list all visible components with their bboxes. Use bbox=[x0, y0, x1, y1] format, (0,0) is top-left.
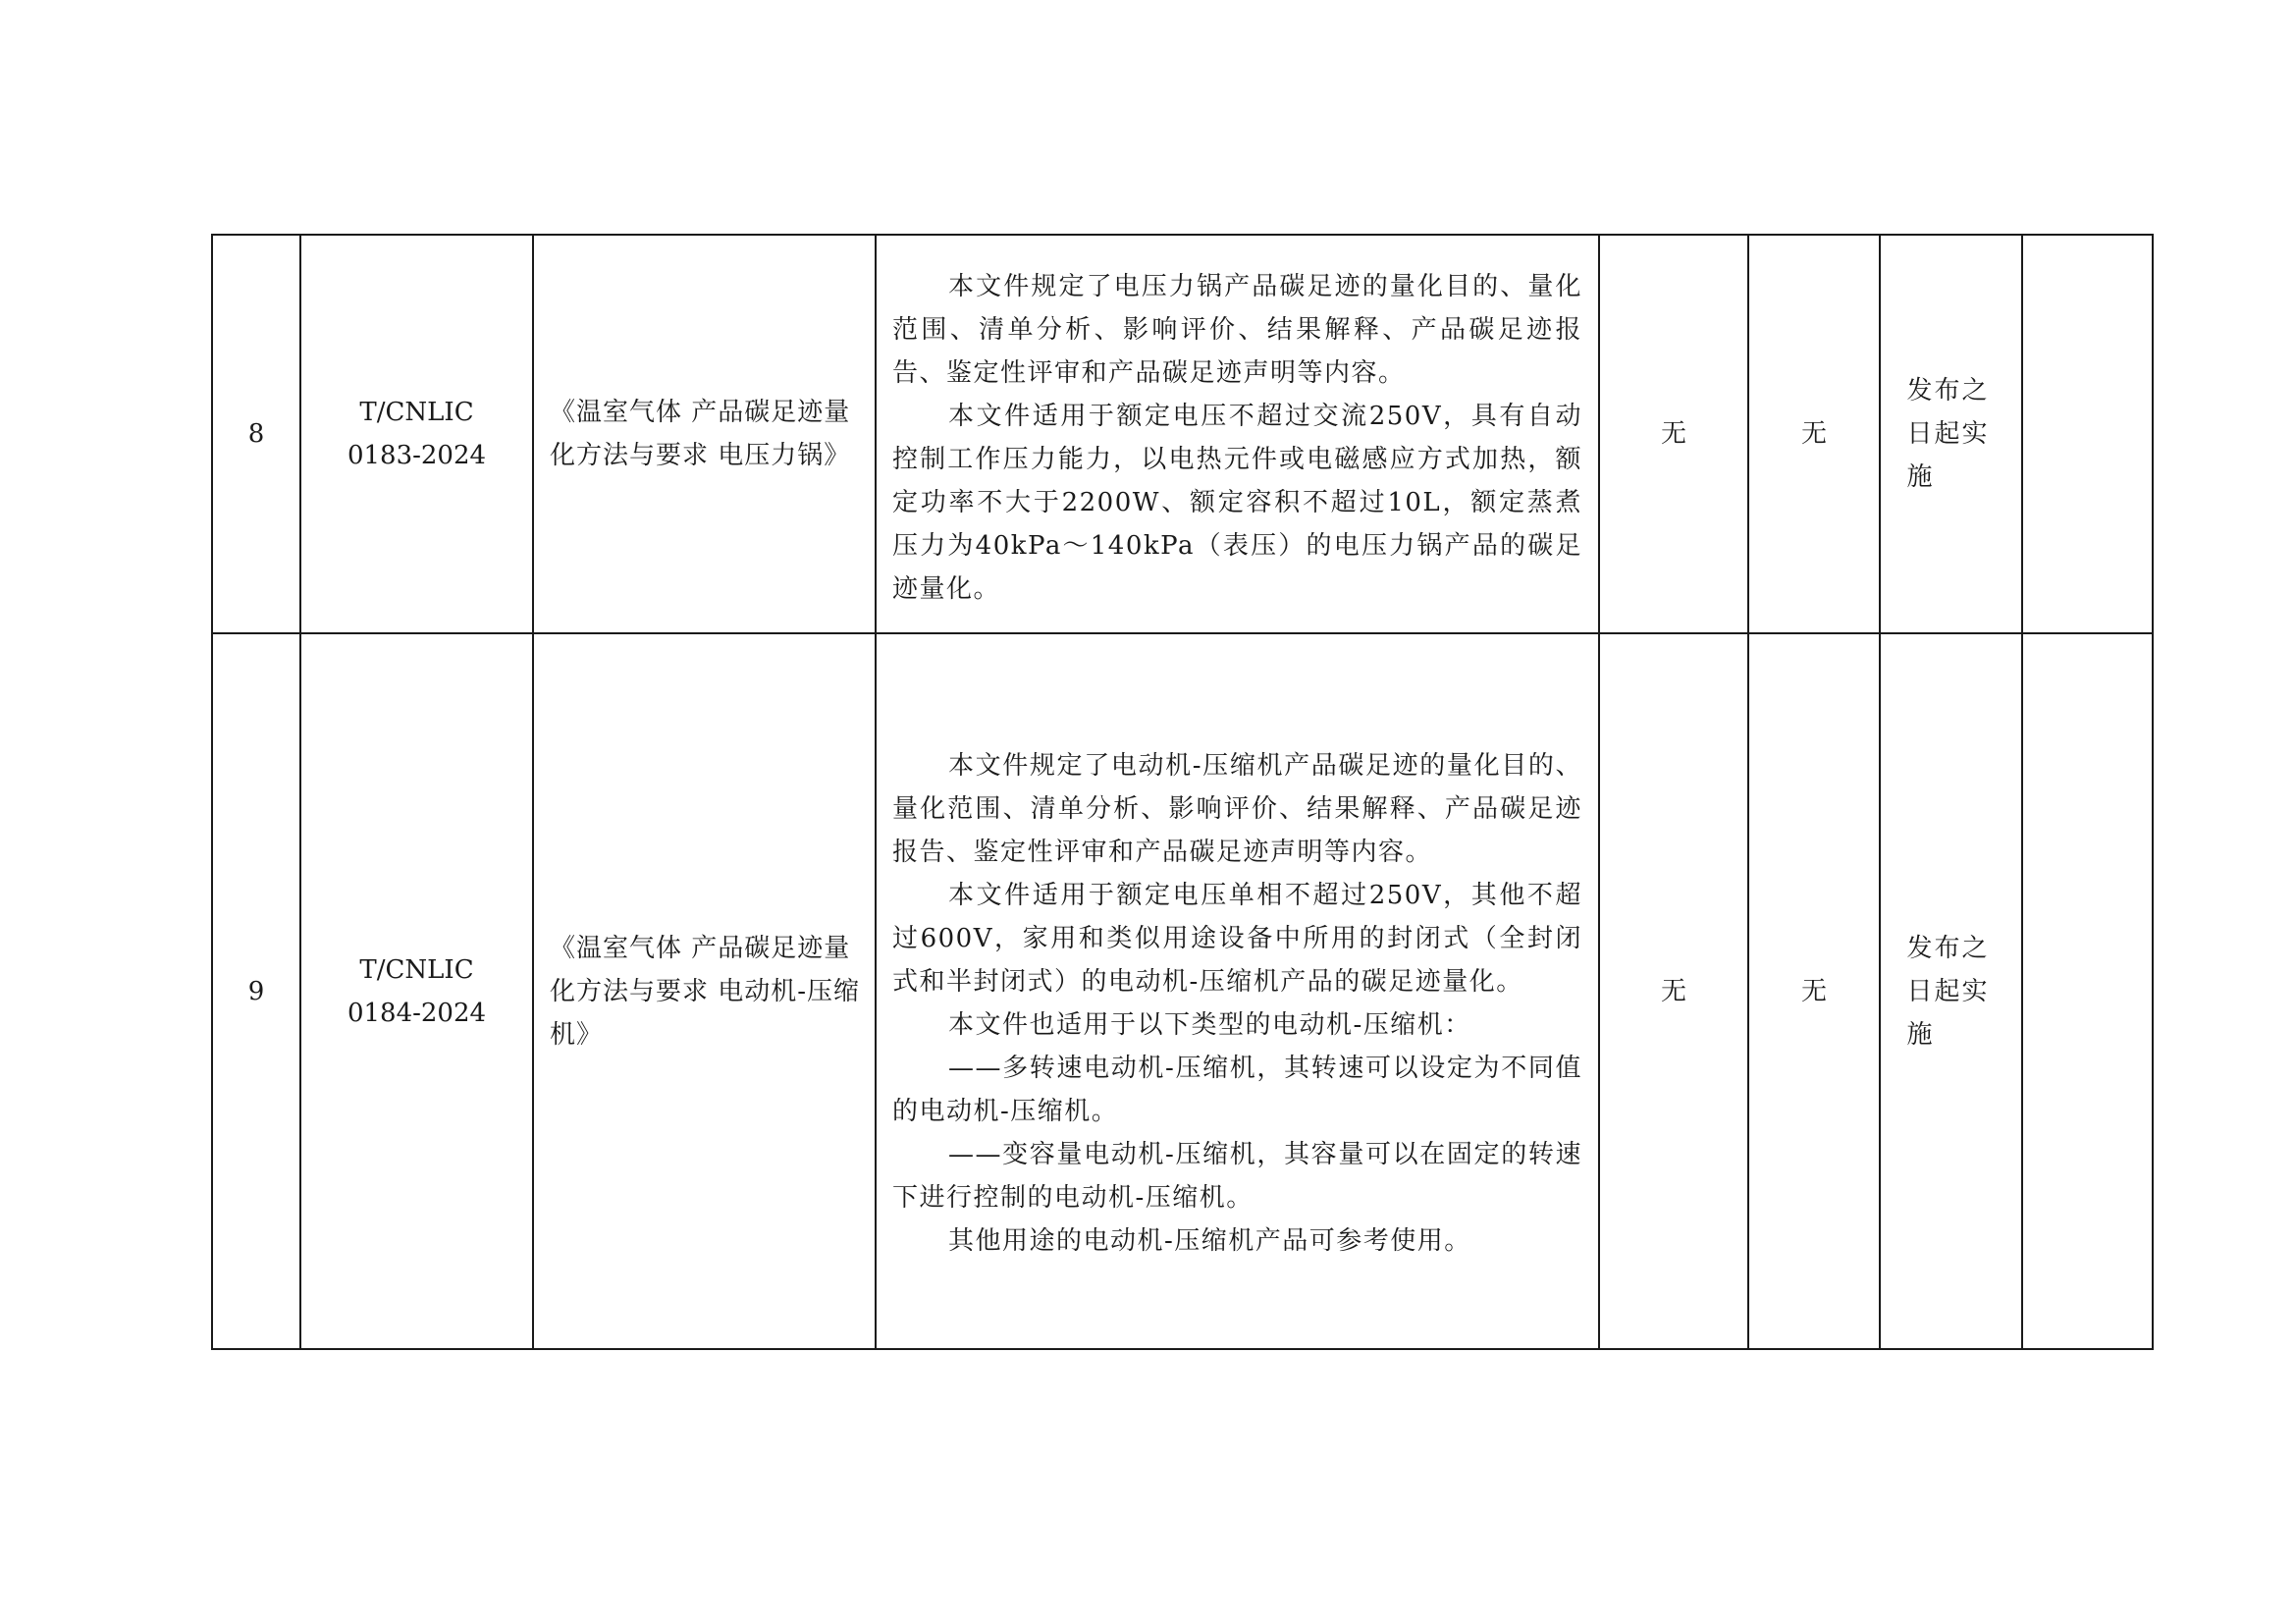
standard-code-line2: 0184-2024 bbox=[347, 998, 487, 1028]
standard-scope bbox=[876, 633, 1599, 1349]
row-index: 9 bbox=[212, 633, 300, 1349]
scope-paragraph: ——变容量电动机-压缩机，其容量可以在固定的转速下进行控制的电动机-压缩机。 bbox=[892, 1139, 1582, 1213]
scope-paragraph: 本文件规定了电压力锅产品碳足迹的量化目的、量化范围、清单分析、影响评价、结果解释、产品碳足迹报告、鉴定性评审和产品碳足迹声明等内容。 bbox=[892, 272, 1582, 388]
referenced-standard: 无 bbox=[1748, 235, 1880, 633]
scope-paragraph: 本文件适用于额定电压不超过交流250V，具有自动控制工作压力能力，以电热元件或电磁感应方式加热，额定功率不大于2200W、额定容积不超过10L，额定蒸煮压力为40kPa～140kPa（表压）的电压力锅产品的碳足迹量化。 bbox=[892, 402, 1582, 604]
table-row bbox=[212, 235, 2153, 633]
note-cell bbox=[2022, 633, 2153, 1349]
replaced-standard: 无 bbox=[1599, 235, 1748, 633]
scope-paragraph: 其他用途的电动机-压缩机产品可参考使用。 bbox=[948, 1225, 1471, 1256]
scope-paragraph: 本文件适用于额定电压单相不超过250V，其他不超过600V，家用和类似用途设备中所用的封闭式（全封闭式和半封闭式）的电动机-压缩机产品的碳足迹量化。 bbox=[892, 880, 1582, 997]
scope-paragraph: ——多转速电动机-压缩机，其转速可以设定为不同值的电动机-压缩机。 bbox=[892, 1053, 1582, 1126]
standard-code-line1: T/CNLIC bbox=[359, 954, 474, 985]
table-row bbox=[212, 633, 2153, 1349]
row-index: 8 bbox=[212, 235, 300, 633]
implementation-date bbox=[1880, 235, 2022, 633]
standard-code bbox=[300, 235, 533, 633]
standard-code bbox=[300, 633, 533, 1349]
implementation-text: 发布之日起实施 bbox=[1906, 376, 1990, 492]
standard-code-line2: 0183-2024 bbox=[347, 441, 487, 470]
standard-code-line1: T/CNLIC bbox=[359, 398, 474, 427]
scope-paragraph: 本文件也适用于以下类型的电动机-压缩机： bbox=[948, 1009, 1471, 1040]
standards-table bbox=[211, 234, 2154, 1350]
scope-paragraph: 本文件规定了电动机-压缩机产品碳足迹的量化目的、量化范围、清单分析、影响评价、结果解释、产品碳足迹报告、鉴定性评审和产品碳足迹声明等内容。 bbox=[892, 750, 1582, 867]
replaced-standard: 无 bbox=[1599, 633, 1748, 1349]
note-cell bbox=[2022, 235, 2153, 633]
standard-scope bbox=[876, 235, 1599, 633]
implementation-text: 发布之日起实施 bbox=[1906, 933, 1990, 1050]
referenced-standard: 无 bbox=[1748, 633, 1880, 1349]
standard-name: 《温室气体 产品碳足迹量化方法与要求 电动机-压缩机》 bbox=[533, 633, 876, 1349]
standard-name: 《温室气体 产品碳足迹量化方法与要求 电压力锅》 bbox=[533, 235, 876, 633]
implementation-date bbox=[1880, 633, 2022, 1349]
